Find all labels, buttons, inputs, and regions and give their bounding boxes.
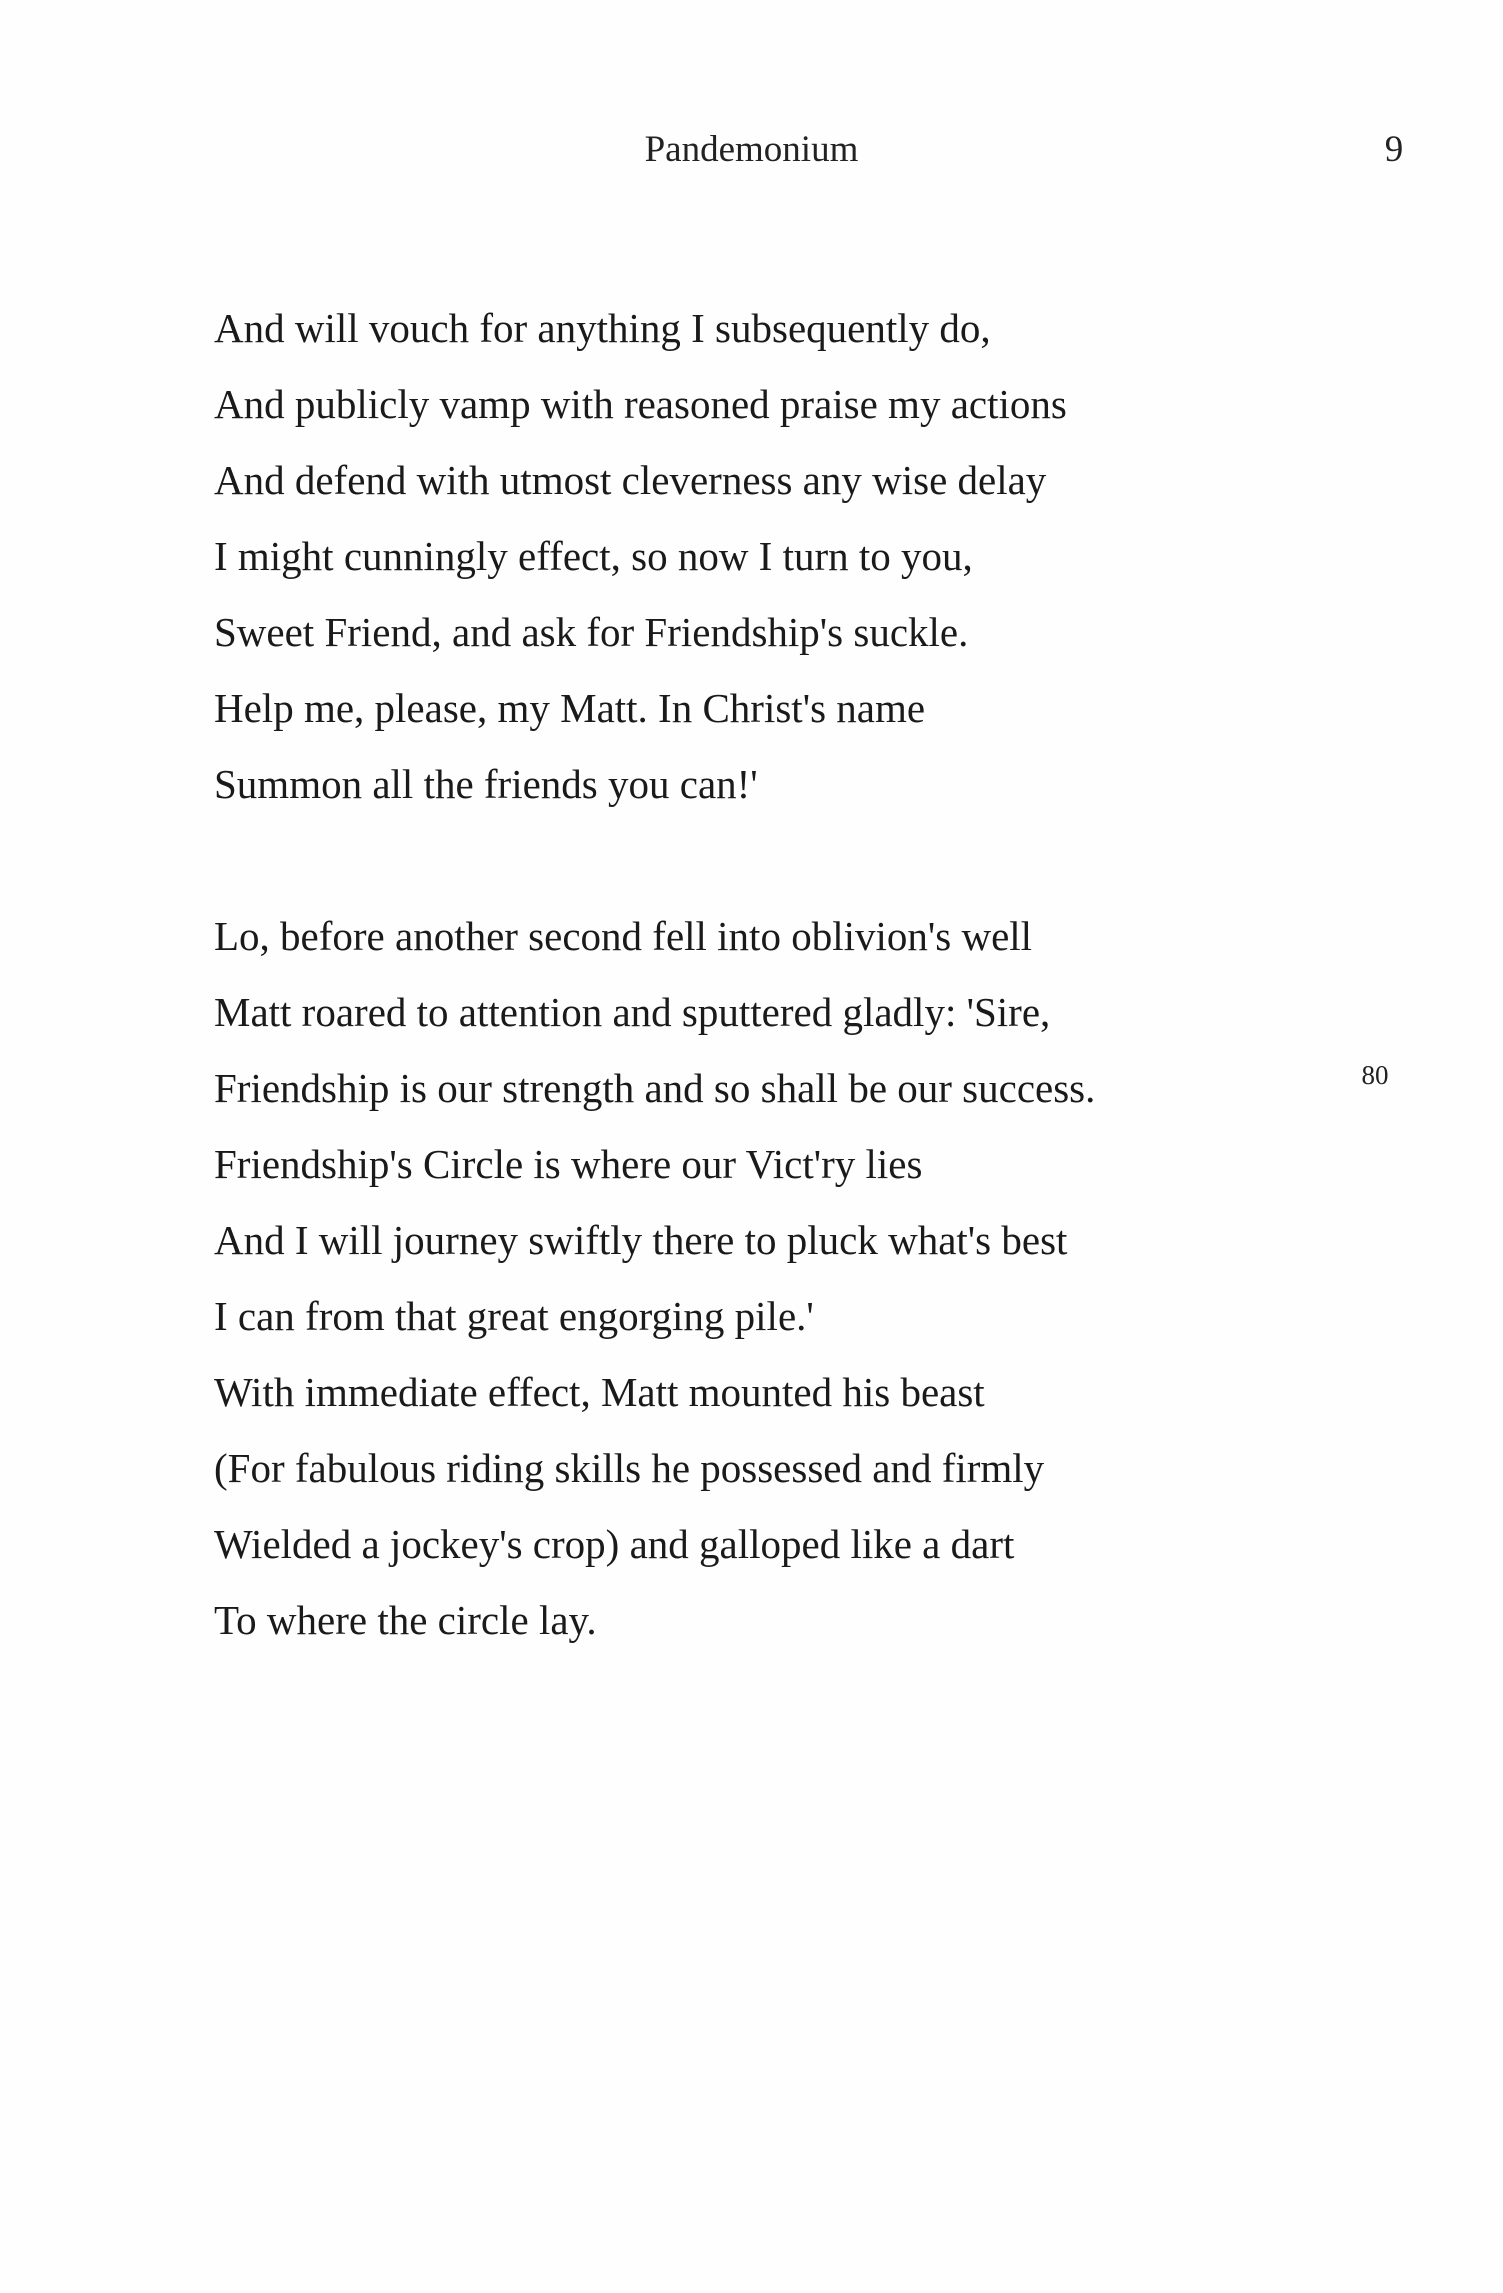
running-title: Pandemonium (644, 129, 859, 170)
verse-line: Friendship is our strength and so shall be our success. (214, 1065, 1096, 1111)
verse-line: With immediate effect, Matt mounted his beast (214, 1369, 985, 1415)
verse-line: And will vouch for anything I subsequently do, (214, 305, 991, 351)
verse-line: Summon all the friends you can!' (214, 761, 758, 807)
verse-line: Friendship's Circle is where our Vict'ry lies (214, 1141, 923, 1187)
verse-line: (For fabulous riding skills he possessed and firmly (214, 1445, 1045, 1491)
verse-line: And I will journey swiftly there to pluck what's best (214, 1217, 1068, 1263)
verse-line: Matt roared to attention and sputtered gladly: 'Sire, (214, 989, 1051, 1035)
verse-line: And defend with utmost cleverness any wise delay (214, 457, 1047, 503)
verse-line: Lo, before another second fell into oblivion's well (214, 913, 1033, 959)
verse-line: To where the circle lay. (214, 1597, 597, 1643)
verse-line: And publicly vamp with reasoned praise my actions (214, 381, 1067, 427)
verse-line: Wielded a jockey's crop) and galloped like a dart (214, 1521, 1015, 1567)
page-number: 9 (1384, 129, 1404, 170)
margin-line-number: 80 (1361, 1060, 1389, 1090)
verse-line: I can from that great engorging pile.' (214, 1293, 814, 1339)
verse-line: Sweet Friend, and ask for Friendship's suckle. (214, 609, 969, 655)
stanza-2 (214, 898, 1095, 1658)
stanza-1 (214, 290, 1067, 822)
verse-line: I might cunningly effect, so now I turn to you, (214, 533, 973, 579)
verse-line: Help me, please, my Matt. In Christ's name (214, 685, 926, 731)
